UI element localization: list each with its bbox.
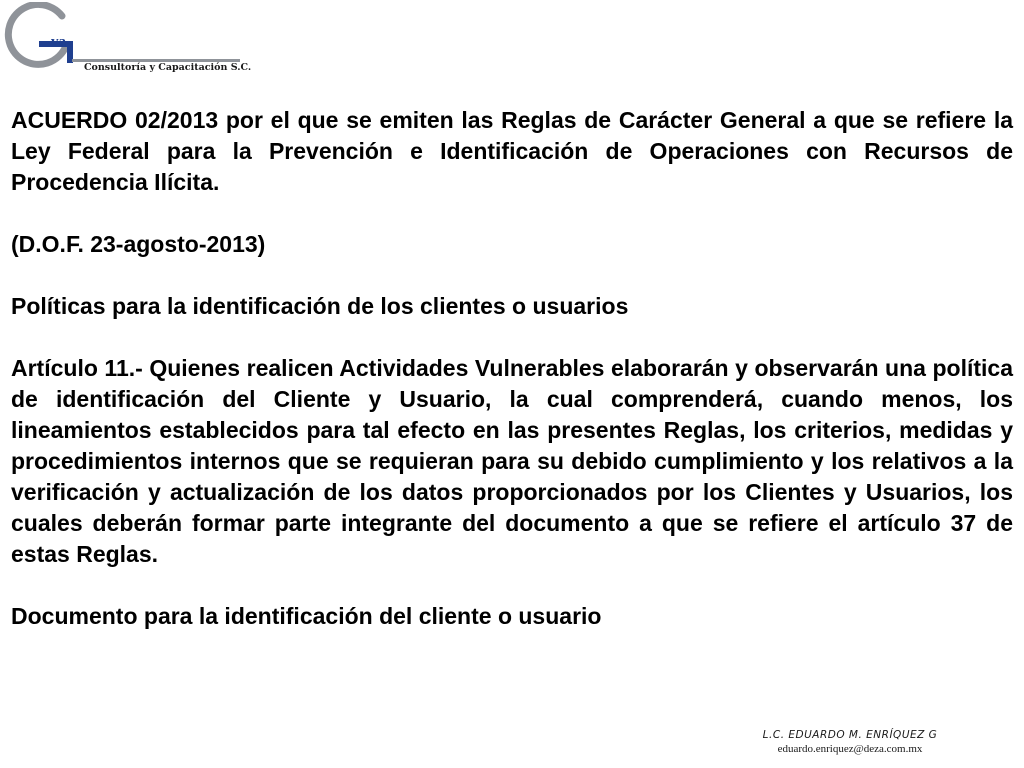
author-email: eduardo.enriquez@deza.com.mx bbox=[777, 743, 923, 755]
article-11-text: Artículo 11.- Quienes realicen Actividades Vulnerables elaborarán y observarán una política de identificación del Cliente y Usuario, la cual comprenderá, cuando menos, los lineamientos establecidos para tal efecto en las presentes Reglas, los criterios, medidas y procedimientos internos que se requieran para su debido cumplimiento y los relativos a la verificación y actualización de los datos proporcionados por los Clientes y Usuarios, los cuales deberán formar parte integrante del documento a que se refiere el artículo 37 de estas Reglas. bbox=[11, 355, 1013, 567]
section-title: Políticas para la identificación de los clientes o usuarios bbox=[11, 293, 629, 319]
logo-mark-letters: va bbox=[51, 34, 66, 50]
logo-mark-icon bbox=[4, 2, 88, 74]
publication-date: (D.O.F. 23-agosto-2013) bbox=[11, 231, 266, 257]
logo-tagline: Consultoría y Capacitación S.C. bbox=[84, 62, 252, 73]
document-body bbox=[11, 105, 1013, 632]
footer-signature bbox=[700, 728, 1000, 756]
author-name: L.C. EDUARDO M. ENRÍQUEZ G bbox=[762, 729, 938, 741]
agreement-heading: ACUERDO 02/2013 por el que se emiten las Reglas de Carácter General a que se refiere la Ley Federal para la Prevención e Identificación de Operaciones con Recursos de Procedencia Ilícita. bbox=[11, 107, 1013, 195]
company-logo bbox=[4, 2, 252, 76]
closing-title: Documento para la identificación del cliente o usuario bbox=[11, 603, 602, 629]
